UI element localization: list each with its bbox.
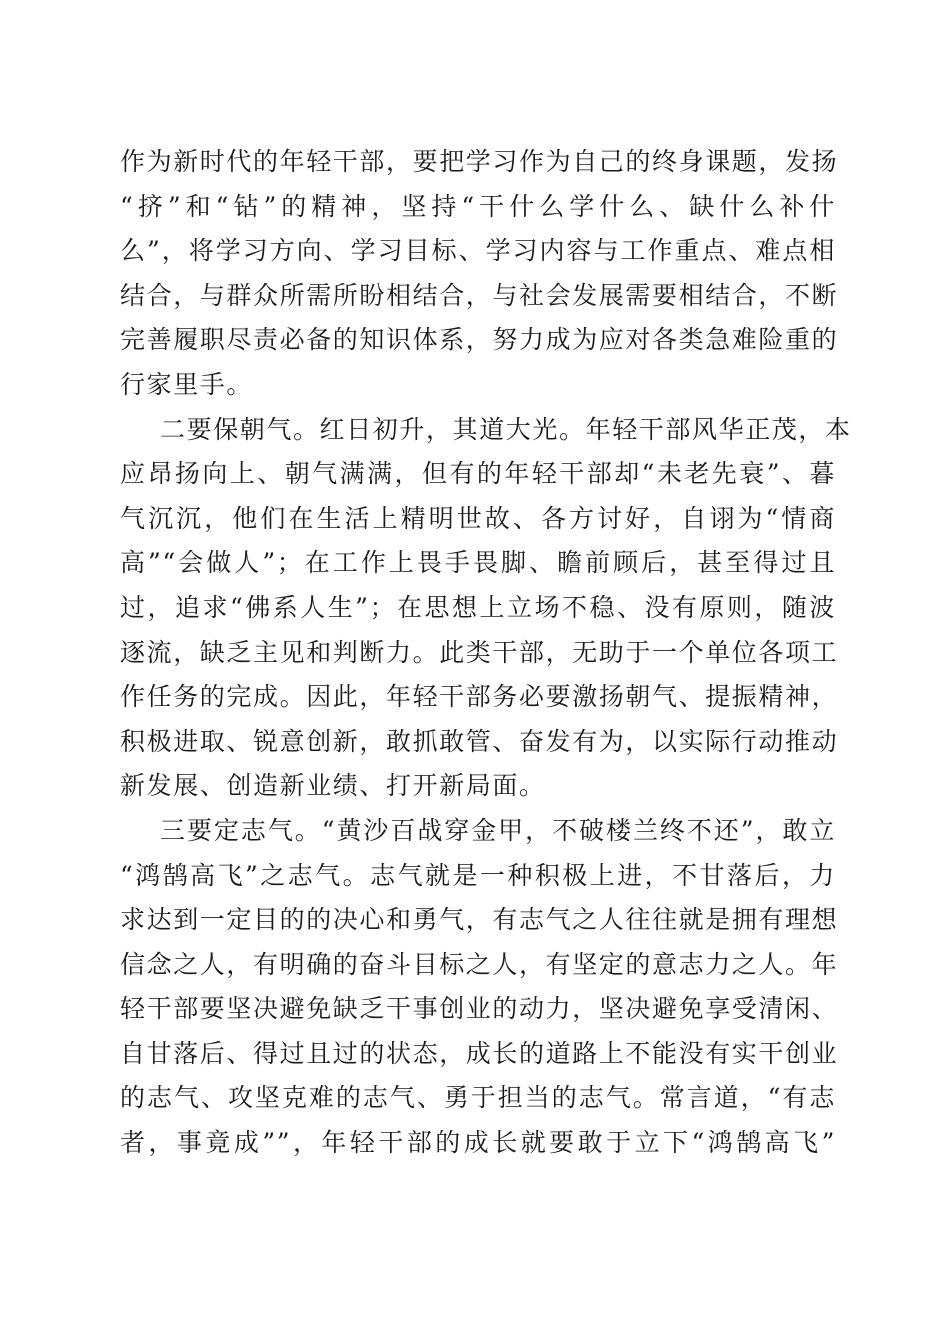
text-line: 行家里手。 [120,369,254,399]
text-line: 者，事竟成””，年轻干部的成长就要敢于立下“鸿鹄高飞” [120,1128,836,1158]
text-line: 高”“会做人”；在工作上畏手畏脚、瞻前顾后，甚至得过且 [120,548,836,578]
text-line: 积极进取、锐意创新，敢抓敢管、奋发有为，以实际行动推动 [120,726,839,756]
paragraph-zhiqi [120,809,839,1166]
text-line: 轻干部要坚决避免缺乏干事创业的动力，坚决避免享受清闲、 [120,994,839,1024]
text-line: “鸿鹄高飞”之志气。志气就是一种积极上进，不甘落后，力 [120,860,836,890]
text-line: 应昂扬向上、朝气满满，但有的年轻干部却“未老先衰”、暮 [120,459,836,489]
text-line: 三要定志气。“黄沙百战穿金甲，不破楼兰终不还”，敢立 [160,815,836,845]
text-line: 完善履职尽责必备的知识体系，努力成为应对各类急难险重的 [120,325,839,355]
text-line: 作任务的完成。因此，年轻干部务必要激扬朝气、提振精神， [120,682,839,712]
text-line: 的志气、攻坚克难的志气、勇于担当的志气。常言道，“有志 [120,1083,836,1113]
text-line: 结合，与群众所需所盼相结合，与社会发展需要相结合，不断 [120,280,839,310]
text-line: “挤”和“钻”的精神，坚持“干什么学什么、缺什么补什 [120,191,836,221]
text-line: 自甘落后、得过且过的状态，成长的道路上不能没有实干创业 [120,1038,839,1068]
text-line: 求达到一定目的的决心和勇气，有志气之人往往就是拥有理想 [120,905,839,935]
paragraph-zhaoqi [120,408,852,809]
document-body [120,140,852,1166]
text-line: 作为新时代的年轻干部，要把学习作为自己的终身课题，发扬 [120,147,839,176]
paragraph-learning [120,140,839,408]
text-line: 么”，将学习方向、学习目标、学习内容与工作重点、难点相 [120,236,836,266]
text-line: 信念之人，有明确的奋斗目标之人，有坚定的意志力之人。年 [120,949,839,979]
text-line: 二要保朝气。红日初升，其道大光。年轻干部风华正茂，本 [160,414,852,444]
text-line: 过，追求“佛系人生”；在思想上立场不稳、没有原则，随波 [120,592,836,622]
text-line: 气沉沉，他们在生活上精明世故、各方讨好，自诩为“情商 [120,503,836,533]
text-line: 新发展、创造新业绩、打开新局面。 [120,771,546,801]
text-line: 逐流，缺乏主见和判断力。此类干部，无助于一个单位各项工 [120,637,839,667]
